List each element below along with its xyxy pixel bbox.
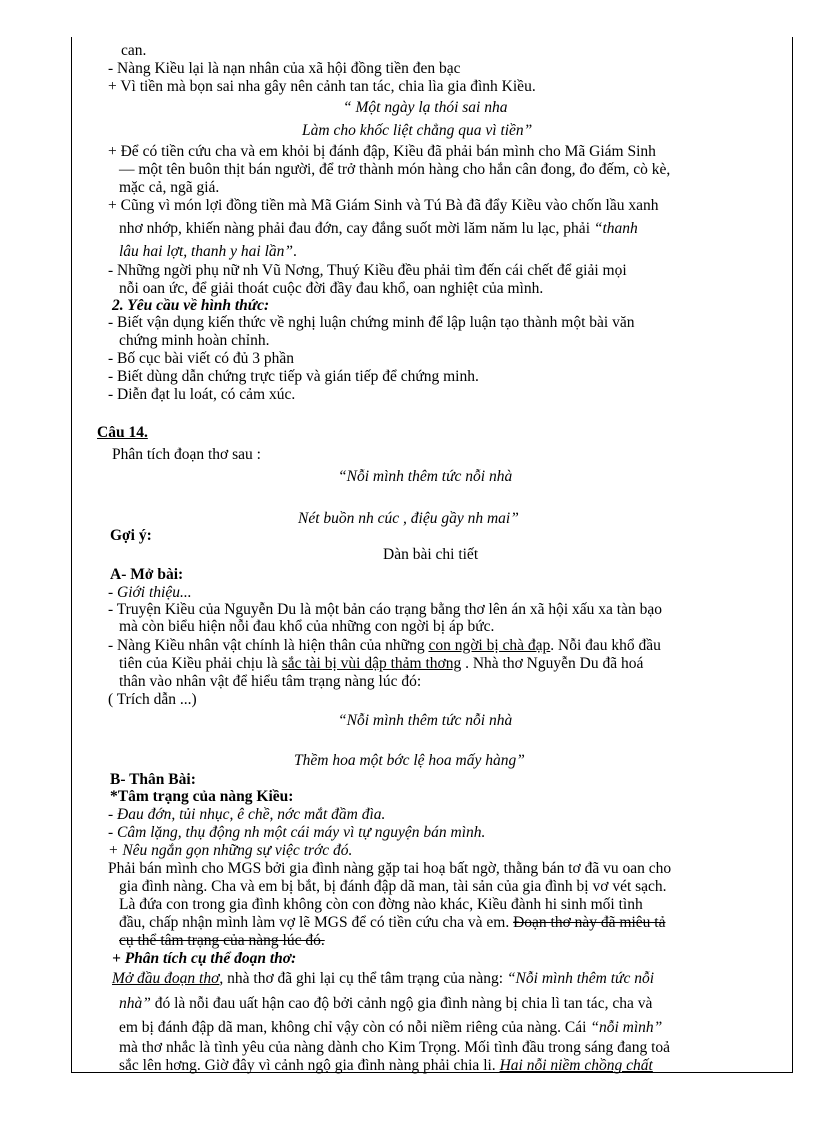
text-line: - Những ngời phụ nữ nh Vũ Nơng, Thuý Kiều đều phải tìm đến cái chết để giải mọi xyxy=(108,262,627,279)
text-line: mặc cả, ngã giá. xyxy=(119,179,220,196)
text-line: cụ thể tâm trạng của nàng lúc đó. xyxy=(119,932,325,949)
text-line: chứng minh hoàn chỉnh. xyxy=(119,332,270,349)
question-heading: Câu 14. xyxy=(97,424,148,441)
text-line: nhơ nhớp, khiến nàng phải đau đớn, cay đắng suốt mời lăm năm lu lạc, phải “thanh xyxy=(119,220,638,237)
section-heading: Gợi ý: xyxy=(110,527,152,544)
text-line: Là đứa con trong gia đình không còn con đờng nào khác, Kiều đành hi sinh mối tình xyxy=(119,896,643,913)
text-line: - Nàng Kiều lại là nạn nhân của xã hội đồng tiền đen bạc xyxy=(108,60,461,77)
text-line: - Truyện Kiều của Nguyễn Du là một bản cáo trạng bằng thơ lên án xã hội xấu xa tàn bạo xyxy=(108,601,662,618)
text-line: tiên của Kiều phải chịu là sắc tài bị vùi dập thảm thơng . Nhà thơ Nguyễn Du đã hoá xyxy=(119,655,644,672)
text-line: thân vào nhân vật để hiểu tâm trạng nàng lúc đó: xyxy=(119,673,422,690)
text-line: - Biết dùng dẫn chứng trực tiếp và gián tiếp để chứng minh. xyxy=(108,368,479,385)
section-heading: 2. Yêu cầu về hình thức: xyxy=(112,297,270,314)
text-line: + Vì tiền mà bọn sai nha gây nên cảnh tan tác, chia lìa gia đình Kiều. xyxy=(108,78,536,95)
text-line: Phân tích đoạn thơ sau : xyxy=(112,446,261,463)
text-line: Mở đầu đoạn thơ, nhà thơ đã ghi lại cụ thể tâm trạng của nàng: “Nỗi mình thêm tức nỗi xyxy=(112,970,655,987)
section-heading: A- Mở bài: xyxy=(110,566,184,583)
text-line: nỗi oan ức, để giải thoát cuộc đời đầy đau khổ, oan nghiệt của mình. xyxy=(119,280,544,297)
verse-line: Làm cho khốc liệt chẳng qua vì tiền” xyxy=(302,122,533,139)
text-line: đầu, chấp nhận mình làm vợ lẽ MGS để có tiền cứu cha và em. Đoạn thơ này đã miêu tả xyxy=(119,914,666,931)
text-line: - Câm lặng, thụ động nh một cái máy vì tự nguyện bán mình. xyxy=(108,824,486,841)
text-line: - Biết vận dụng kiến thức về nghị luận chứng minh để lập luận tạo thành một bài văn xyxy=(108,314,635,331)
outline-title: Dàn bài chi tiết xyxy=(383,546,479,563)
text-line: em bị đánh đập dã man, không chỉ vậy còn có nỗi niềm riêng của nàng. Cái “nỗi mình” xyxy=(119,1019,663,1036)
verse-line: Nét buồn nh cúc , điệu gầy nh mai” xyxy=(298,510,519,527)
section-heading: + Phân tích cụ thể đoạn thơ: xyxy=(112,950,297,967)
text-line: - Nàng Kiều nhân vật chính là hiện thân của những con ngời bị chà đạp. Nỗi đau khổ đầu xyxy=(108,637,661,654)
text-line: ( Trích dẫn ...) xyxy=(108,691,197,708)
text-line: — một tên buôn thịt bán người, để trở thành món hàng cho hắn cân đong, đo đếm, cò kè, xyxy=(119,161,671,178)
text-line: - Diễn đạt lu loát, có cảm xúc. xyxy=(108,386,296,403)
verse-line: “ Một ngày lạ thói sai nha xyxy=(343,99,508,116)
text-line: gia đình nàng. Cha và em bị bắt, bị đánh đập dã man, tài sản của gia đình bị vơ vét sạch. xyxy=(119,878,667,895)
text-line: - Giới thiệu... xyxy=(108,584,192,601)
text-line: - Bố cục bài viết có đủ 3 phần xyxy=(108,350,294,367)
text-line: nhà” đó là nỗi đau uất hận cao độ bởi cảnh ngộ gia đình nàng bị chia lì tan tác, cha và xyxy=(119,995,653,1012)
text-line: lâu hai lợt, thanh y hai lần”. xyxy=(119,243,297,260)
text-line: can. xyxy=(121,42,147,59)
section-heading: *Tâm trạng của nàng Kiều: xyxy=(110,788,294,805)
text-line: + Để có tiền cứu cha và em khỏi bị đánh đập, Kiều đã phải bán mình cho Mã Giám Sinh xyxy=(108,143,656,160)
section-heading: B- Thân Bài: xyxy=(110,771,196,788)
text-line: sắc lên hơng. Giờ đây vì cảnh ngộ gia đình nàng phải chia li. Hai nỗi niềm chồng chất xyxy=(119,1057,653,1074)
text-line: mà còn biểu hiện nỗi đau khổ của những con ngời bị áp bức. xyxy=(119,618,495,635)
text-line: Phải bán mình cho MGS bởi gia đình nàng gặp tai hoạ bất ngờ, thằng bán tơ đã vu oan cho xyxy=(108,860,672,877)
text-line: mà thơ nhắc là tình yêu của nàng dành cho Kim Trọng. Mối tình đầu trong sáng đang toả xyxy=(119,1039,671,1056)
text-line: + Cũng vì món lợi đồng tiền mà Mã Giám Sinh và Tú Bà đã đẩy Kiều vào chốn lầu xanh xyxy=(108,197,659,214)
text-line: - Đau đớn, tủi nhục, ê chề, nớc mắt đầm đìa. xyxy=(108,806,386,823)
verse-line: “Nỗi mình thêm tức nỗi nhà xyxy=(338,712,513,729)
verse-line: “Nỗi mình thêm tức nỗi nhà xyxy=(338,468,513,485)
verse-line: Thềm hoa một bớc lệ hoa mấy hàng” xyxy=(294,752,525,769)
text-line: + Nêu ngắn gọn những sự việc trớc đó. xyxy=(108,842,353,859)
